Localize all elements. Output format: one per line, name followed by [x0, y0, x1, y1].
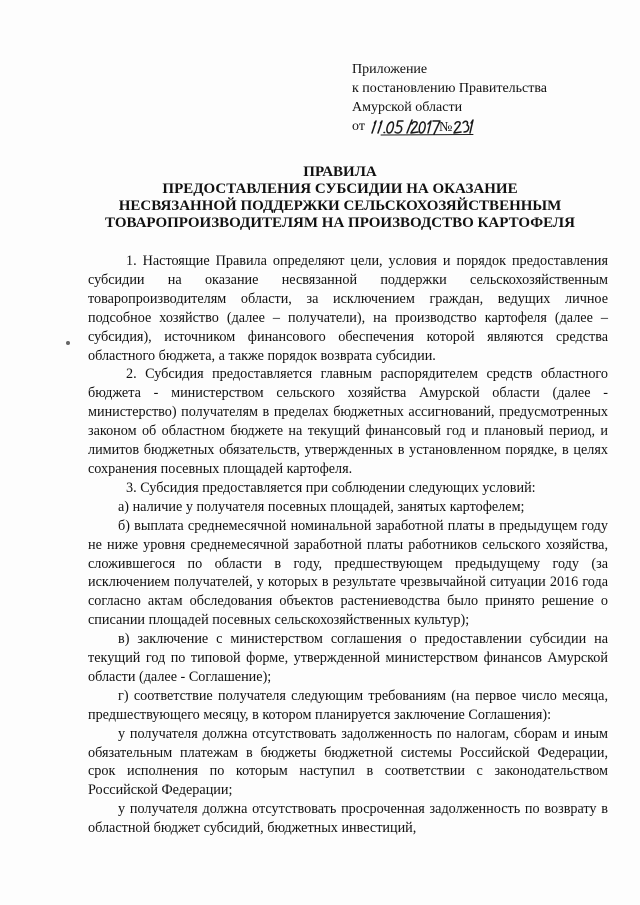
- title-line-2: ПРЕДОСТАВЛЕНИЯ СУБСИДИИ НА ОКАЗАНИЕ: [162, 181, 518, 197]
- paragraph-3-g-1: у получателя должна отсутствовать задолженность по налогам, сборам и иным обязательным платежам в бюджеты бюджетной системы Российской Федерации, срок исполнения по которым наступил в соответствии с законодательством Российской Федерации;: [88, 725, 608, 799]
- paragraph-3-v: в) заключение с министерством соглашения о предоставлении субсидии на текущий год по типовой форме, утвержденной министерством финансов Амурской области (далее - Соглашение);: [88, 631, 608, 685]
- paragraph-3: 3. Субсидия предоставляется при соблюдении следующих условий:: [126, 479, 536, 496]
- paragraph-3-g-2: у получателя должна отсутствовать просроченная задолженность по возврату в областной бюджет субсидий, бюджетных инвестиций,: [88, 801, 608, 837]
- title-line-3: НЕСВЯЗАННОЙ ПОДДЕРЖКИ СЕЛЬСКОХОЗЯЙСТВЕННЫМ: [118, 198, 562, 214]
- date-prefix: от: [352, 119, 365, 134]
- document-title: [72, 164, 608, 232]
- paragraph-1: 1. Настоящие Правила определяют цели, условия и порядок предоставления субсидии на оказание несвязанной поддержки сельскохозяйственным товаропроизводителям области, за исключением граждан, ведущих личное подсобное хозяйство (далее – получатели), на производство картофеля (далее – субсидия), источником финансового обеспечения которой являются средства областного бюджета, а также порядок возврата субсидии.: [88, 253, 608, 364]
- paragraph-3-a: а) наличие у получателя посевных площадей, занятых картофелем;: [118, 498, 525, 515]
- title-line-1: ПРАВИЛА: [303, 164, 377, 180]
- handwritten-date-number: [367, 117, 475, 136]
- appendix-region-line: Амурской области: [352, 100, 463, 115]
- appendix-resolution-line: к постановлению Правительства: [352, 81, 548, 96]
- margin-dot: [66, 341, 70, 345]
- svg-text:№: №: [438, 120, 453, 135]
- title-line-4: ТОВАРОПРОИЗВОДИТЕЛЯМ НА ПРОИЗВОДСТВО КАРТОФЕЛЯ: [105, 215, 575, 231]
- paragraph-3-g: г) соответствие получателя следующим требованиям (на первое число месяца, предшествующего месяцу, в котором планируется заключение Соглашения):: [88, 687, 608, 723]
- paragraph-2: 2. Субсидия предоставляется главным распорядителем средств областного бюджета - министерством сельского хозяйства Амурской области (далее - министерство) получателям в пределах бюджетных ассигнований, предусмотренных законом об областном бюджете на текущий финансовый год и плановый период, и лимитов бюджетных обязательств, утвержденных в установленном порядке, в целях сохранения посевных площадей картофеля.: [88, 366, 608, 477]
- appendix-header: [352, 60, 612, 136]
- paragraph-3-b: б) выплата среднемесячной номинальной заработной платы в предыдущем году не ниже уровня среднемесячной заработной платы работников сельского хозяйства, сложившегося по области в году, предшествующем предыдущему году (за исключением получателей, у которых в результате чрезвычайной ситуации 2016 года согласно актам обследования объектов растениеводства было принято решение о списании площадей посевных сельскохозяйственных культур);: [88, 517, 608, 629]
- document-body: [88, 252, 608, 838]
- appendix-label: Приложение: [352, 62, 428, 77]
- appendix-date-line: [352, 117, 612, 136]
